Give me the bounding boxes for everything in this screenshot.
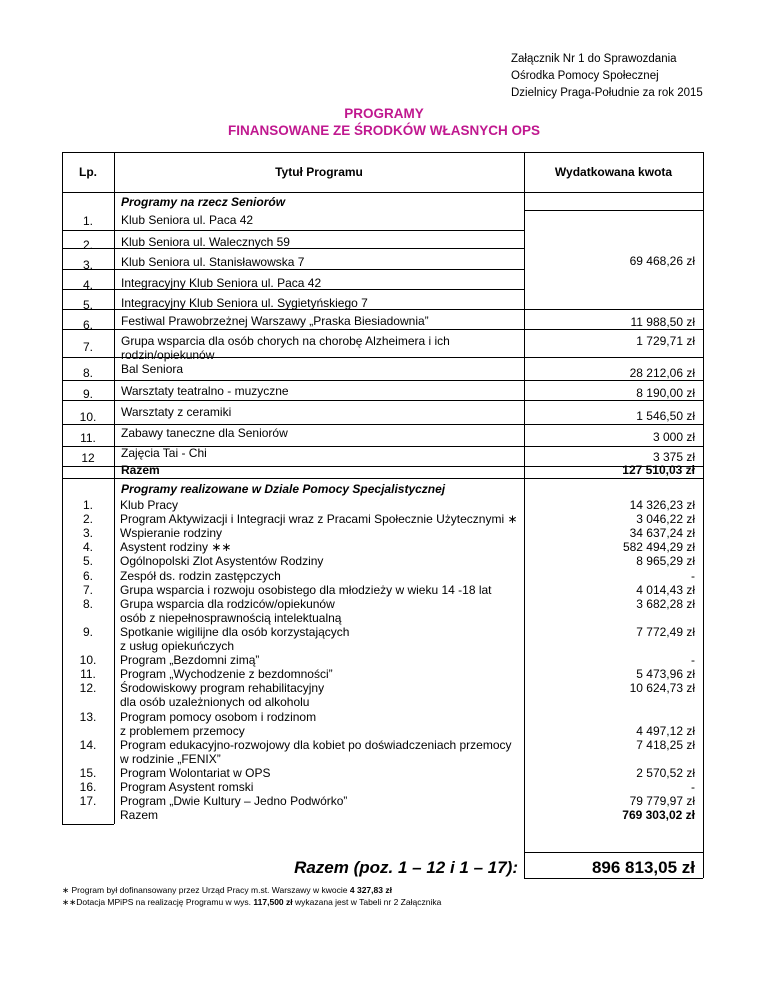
row-lp: 14. bbox=[79, 737, 97, 752]
row-lp: 10. bbox=[79, 410, 97, 424]
table-border bbox=[62, 230, 524, 231]
row-lp: 7. bbox=[82, 582, 93, 597]
row-lp: 6. bbox=[82, 568, 93, 583]
row-amount: 8 190,00 zł bbox=[636, 386, 695, 400]
row-amount: 3 000 zł bbox=[652, 430, 695, 444]
row-amount: 582 494,29 zł bbox=[622, 540, 695, 555]
table-border bbox=[114, 152, 115, 824]
row-lp: 1. bbox=[82, 498, 93, 512]
row-lp: 10. bbox=[79, 653, 97, 668]
row-amount: 3 375 zł bbox=[652, 450, 695, 464]
row-amount: 79 779,97 zł bbox=[629, 794, 695, 809]
row-program-name: Środowiskowy program rehabilitacyjny bbox=[120, 681, 325, 696]
row-amount: 28 212,06 zł bbox=[629, 366, 695, 380]
row-lp: 5. bbox=[82, 298, 93, 312]
attachment-note-line: Załącznik Nr 1 do Sprawozdania bbox=[511, 53, 677, 65]
row-program-name: Spotkanie wigilijne dla osób korzystających bbox=[120, 624, 350, 639]
footnote-2-text: ∗∗Dotacja MPiPS na realizację Programu w wys. bbox=[62, 897, 254, 907]
table-border bbox=[703, 152, 704, 878]
footnote-1-text: ∗ Program był dofinansowany przez Urząd Pracy m.st. Warszawy w kwocie bbox=[62, 885, 350, 895]
row-lp: 13. bbox=[79, 709, 97, 724]
row-program-name: Wspieranie rodziny bbox=[120, 526, 223, 541]
row-amount: 1 729,71 zł bbox=[636, 334, 695, 348]
attachment-note bbox=[511, 51, 703, 102]
footnote-2-amount: 117,500 zł bbox=[253, 897, 293, 907]
attachment-note-line: Dzielnicy Praga-Południe za rok 2015 bbox=[511, 87, 703, 99]
row-lp: 12. bbox=[79, 681, 97, 696]
header-amount: Wydatkowana kwota bbox=[554, 165, 673, 179]
row-program-name: Integracyjny Klub Seniora ul. Paca 42 bbox=[121, 276, 322, 290]
subtotal-label: Razem bbox=[121, 463, 160, 477]
row-program-name: Program edukacyjno-rozwojowy dla kobiet po doświadczeniach przemocy bbox=[120, 737, 512, 752]
table-border bbox=[524, 878, 703, 879]
row-amount: 14 326,23 zł bbox=[629, 498, 695, 512]
row-amount: 4 497,12 zł bbox=[636, 723, 695, 738]
row-lp: 16. bbox=[79, 780, 97, 794]
table-border bbox=[524, 309, 703, 310]
attachment-note-line: Ośrodka Pomocy Społecznej bbox=[511, 70, 659, 82]
row-program-name: Ogólnopolski Zlot Asystentów Rodziny bbox=[120, 554, 324, 569]
row-program-name: Bal Seniora bbox=[121, 362, 184, 376]
row-program-name: Zabawy taneczne dla Seniorów bbox=[121, 426, 288, 440]
footnote-1-amount: 4 327,83 zł bbox=[349, 885, 392, 895]
row-amount: 11 988,50 zł bbox=[630, 315, 695, 329]
row-lp: 2. bbox=[82, 238, 93, 252]
row-lp: 3. bbox=[82, 526, 93, 541]
table-border bbox=[62, 478, 703, 479]
row-amount: 769 303,02 zł bbox=[622, 808, 695, 823]
table-border bbox=[62, 192, 703, 193]
row-lp: 9. bbox=[82, 387, 93, 401]
row-amount: 3 682,28 zł bbox=[636, 596, 695, 611]
row-lp: 4. bbox=[82, 278, 93, 292]
document-title: PROGRAMY bbox=[344, 106, 424, 121]
row-program-name: Klub Seniora ul. Walecznych 59 bbox=[121, 235, 290, 249]
table-border bbox=[62, 269, 524, 270]
row-lp: 9. bbox=[82, 624, 93, 639]
row-lp: 2. bbox=[82, 512, 93, 527]
row-program-name: Grupa wsparcia dla rodziców/opiekunów bbox=[120, 596, 335, 611]
row-lp: 15. bbox=[79, 765, 97, 780]
row-program-name: Klub Seniora ul. Stanisławowska 7 bbox=[121, 255, 305, 269]
grand-total-label: Razem (poz. 1 – 12 i 1 – 17): bbox=[294, 858, 518, 877]
row-program-name: Grupa wsparcia dla osób chorych na chorobę Alzheimera i ich bbox=[121, 334, 450, 348]
row-program-name: w rodzinie „FENIX” bbox=[120, 751, 221, 766]
row-lp: 5. bbox=[82, 554, 93, 569]
section-heading: Programy realizowane w Dziale Pomocy Specjalistycznej bbox=[121, 482, 446, 496]
row-program-name: Zespół ds. rodzin zastępczych bbox=[120, 568, 281, 583]
footnote-1 bbox=[62, 885, 392, 896]
row-lp: 4. bbox=[82, 540, 93, 555]
row-amount: 34 637,24 zł bbox=[629, 526, 695, 541]
row-program-name: Festiwal Prawobrzeżnej Warszawy „Praska Biesiadownia” bbox=[121, 314, 429, 328]
table-border bbox=[524, 852, 703, 853]
row-lp: 8. bbox=[82, 596, 93, 611]
row-amount: 8 965,29 zł bbox=[636, 554, 695, 569]
subtotal-amount: 127 510,03 zł bbox=[622, 463, 695, 477]
row-program-name: Program Asystent romski bbox=[120, 780, 254, 794]
table-border bbox=[524, 357, 703, 358]
row-program-name: Warsztaty z ceramiki bbox=[121, 405, 232, 419]
row-program-name: Razem bbox=[120, 808, 159, 823]
row-program-name: Program pomocy osobom i rodzinom bbox=[120, 709, 317, 724]
row-amount: 3 046,22 zł bbox=[636, 512, 695, 527]
row-lp: 1. bbox=[82, 214, 93, 228]
table-border bbox=[524, 380, 703, 381]
row-program-name: Integracyjny Klub Seniora ul. Sygietyńskiego 7 bbox=[121, 296, 368, 310]
table-border bbox=[62, 357, 114, 358]
row-lp: 12 bbox=[81, 451, 95, 465]
table-border bbox=[62, 152, 63, 824]
row-lp: 6. bbox=[82, 318, 93, 332]
grand-total-amount: 896 813,05 zł bbox=[591, 858, 695, 877]
footnote-2-tail: wykazana jest w Tabeli nr 2 Załącznika bbox=[292, 897, 442, 907]
row-program-name: z usług opiekuńczych bbox=[120, 639, 235, 653]
row-program-name: Program Aktywizacji i Integracji wraz z Pracami Społecznie Użytecznymi ∗ bbox=[120, 512, 518, 527]
row-amount: 7 418,25 zł bbox=[636, 737, 695, 752]
row-program-name: dla osób uzależnionych od alkoholu bbox=[120, 695, 310, 710]
row-amount: - bbox=[691, 568, 695, 583]
row-program-name: osób z niepełnosprawnością intelektualną bbox=[120, 610, 342, 625]
row-program-name: Warsztaty teatralno - muzyczne bbox=[121, 384, 289, 398]
row-program-name: z problemem przemocy bbox=[120, 723, 245, 738]
table-border bbox=[62, 152, 703, 153]
document-subtitle: FINANSOWANE ZE ŚRODKÓW WŁASNYCH OPS bbox=[227, 123, 540, 138]
row-lp: 7. bbox=[82, 340, 93, 354]
row-program-name: Zajęcia Tai - Chi bbox=[121, 446, 207, 460]
row-amount: 4 014,43 zł bbox=[636, 582, 695, 597]
row-lp: 8. bbox=[82, 366, 93, 380]
row-amount: 2 570,52 zł bbox=[636, 765, 695, 780]
table-border bbox=[524, 400, 703, 401]
table-border bbox=[524, 329, 703, 330]
header-lp: Lp. bbox=[79, 165, 97, 179]
row-program-name: Klub Seniora ul. Paca 42 bbox=[121, 213, 254, 227]
table-border bbox=[524, 152, 525, 878]
row-amount: 10 624,73 zł bbox=[629, 681, 695, 696]
table-border bbox=[62, 824, 114, 825]
footnote-2 bbox=[62, 897, 441, 908]
row-lp: 11. bbox=[80, 431, 96, 445]
row-lp: 17. bbox=[79, 794, 97, 809]
merged-amount: 69 468,26 zł bbox=[629, 254, 695, 268]
row-amount: 1 546,50 zł bbox=[636, 409, 695, 423]
row-program-name: rodzin/opiekunów bbox=[121, 348, 215, 362]
row-program-name: Program „Dwie Kultury – Jedno Podwórko” bbox=[120, 794, 348, 809]
row-amount: 5 473,96 zł bbox=[636, 667, 695, 682]
table-border bbox=[524, 210, 703, 211]
row-program-name: Program Wolontariat w OPS bbox=[120, 765, 271, 780]
row-lp: 11. bbox=[80, 667, 96, 682]
row-program-name: Klub Pracy bbox=[120, 498, 179, 512]
row-amount: - bbox=[691, 780, 695, 794]
section-heading: Programy na rzecz Seniorów bbox=[121, 195, 286, 209]
row-program-name: Program „Bezdomni zimą” bbox=[120, 653, 260, 668]
row-lp: 3. bbox=[82, 258, 93, 272]
row-program-name: Asystent rodziny ∗∗ bbox=[120, 540, 232, 555]
row-program-name: Program „Wychodzenie z bezdomności” bbox=[120, 667, 333, 682]
header-program: Tytuł Programu bbox=[275, 165, 363, 179]
table-border bbox=[524, 424, 703, 425]
row-amount: 7 772,49 zł bbox=[636, 624, 695, 639]
table-border bbox=[524, 446, 703, 447]
row-amount: - bbox=[691, 653, 695, 668]
row-program-name: Grupa wsparcia i rozwoju osobistego dla młodzieży w wieku 14 -18 lat bbox=[120, 582, 492, 597]
